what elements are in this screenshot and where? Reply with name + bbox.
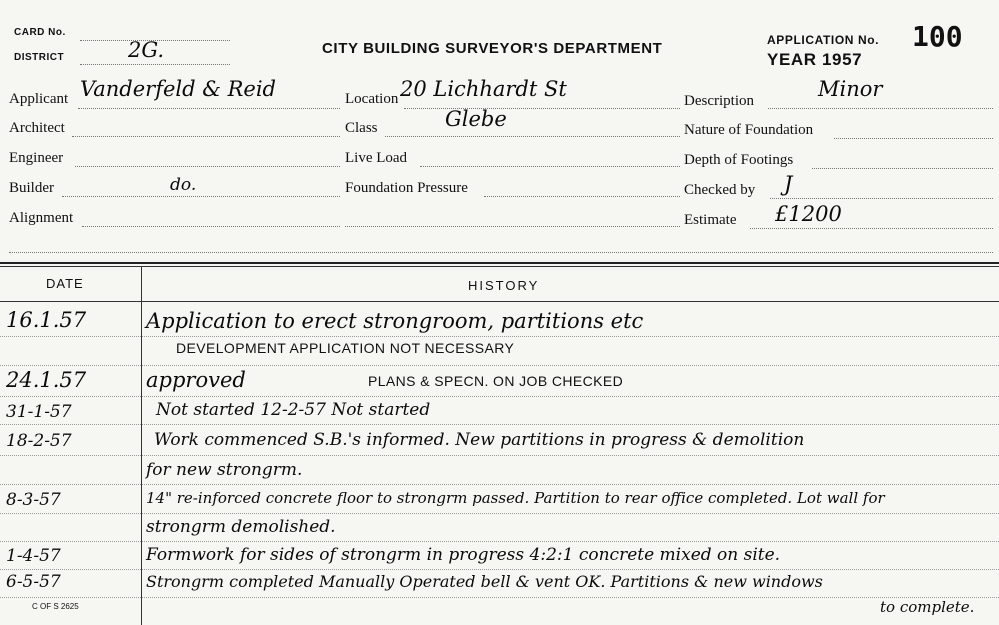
district-value: 2G. — [128, 38, 165, 62]
foundation-pressure-line — [484, 196, 680, 197]
architect-label: Architect — [9, 120, 65, 136]
district-line — [80, 64, 230, 65]
rule — [0, 455, 999, 456]
foundation-pressure-label: Foundation Pressure — [345, 180, 468, 196]
department-title: CITY BUILDING SURVEYOR'S DEPARTMENT — [322, 40, 663, 57]
builder-label: Builder — [9, 180, 54, 196]
entry-text-cont: to complete. — [880, 598, 975, 616]
description-value: Minor — [818, 77, 883, 101]
year-label: YEAR 1957 — [767, 50, 863, 69]
entry-date: 6-5-57 — [6, 572, 61, 592]
class-line — [385, 136, 680, 137]
checked-by-value: J — [784, 172, 793, 196]
entry-date: 24.1.57 — [6, 368, 87, 392]
applicant-label: Applicant — [9, 91, 69, 107]
description-label: Description — [684, 93, 754, 109]
entry-text: Formwork for sides of strongrm in progress 4:2:1 concrete mixed on site. — [146, 545, 781, 565]
estimate-line — [750, 228, 993, 229]
applicant-line — [78, 108, 340, 109]
entry-stamp: DEVELOPMENT APPLICATION NOT NECESSARY — [176, 340, 515, 356]
blank-line-bottom — [9, 252, 993, 253]
rule — [0, 484, 999, 485]
application-no-value: 100 — [912, 20, 963, 53]
rule — [0, 541, 999, 542]
alignment-label: Alignment — [9, 210, 74, 226]
date-column-divider — [141, 266, 142, 625]
entry-date: 1-4-57 — [6, 546, 61, 566]
architect-line — [72, 136, 340, 137]
applicant-value: Vanderfeld & Reid — [80, 77, 276, 101]
entry-date: 18-2-57 — [6, 431, 72, 451]
entry-text-cont: strongrm demolished. — [146, 517, 336, 537]
form-code: C OF S 2625 — [32, 602, 79, 611]
builder-value: do. — [170, 175, 197, 195]
alignment-line — [82, 226, 340, 227]
nature-of-foundation-label: Nature of Foundation — [684, 122, 814, 138]
blank-line-col2 — [345, 226, 680, 227]
card-no-label: CARD No. — [14, 27, 66, 38]
entry-text-cont: for new strongrm. — [146, 460, 303, 480]
entry-text: Strongrm completed Manually Operated bell & vent OK. Partitions & new windows — [146, 572, 823, 591]
estimate-label: Estimate — [684, 212, 737, 228]
entry-text: Not started 12-2-57 Not started — [156, 400, 431, 420]
entry-text: 14" re-inforced concrete floor to strongrm passed. Partition to rear office completed. Lot wall for — [146, 489, 885, 507]
estimate-value: £1200 — [775, 202, 842, 226]
entry-date: 31-1-57 — [6, 402, 72, 422]
location-label: Location — [345, 91, 399, 107]
entry-text: Work commenced S.B.'s informed. New partitions in progress & demolition — [154, 430, 805, 450]
entry-date: 16.1.57 — [6, 308, 87, 332]
checked-by-line — [770, 198, 993, 199]
application-no-label: APPLICATION No. — [767, 33, 880, 47]
depth-line — [812, 168, 993, 169]
nature-line — [834, 138, 993, 139]
class-label: Class — [345, 120, 378, 136]
entry-stamp: PLANS & SPECN. ON JOB CHECKED — [368, 373, 624, 389]
rule — [0, 336, 999, 337]
rule — [0, 365, 999, 366]
rule — [0, 396, 999, 397]
district-label: DISTRICT — [14, 52, 65, 63]
depth-of-footings-label: Depth of Footings — [684, 152, 794, 168]
checked-by-label: Checked by — [684, 182, 756, 198]
builder-line — [62, 196, 340, 197]
rule — [0, 597, 999, 598]
description-line — [768, 108, 993, 109]
rule — [0, 513, 999, 514]
rule — [0, 424, 999, 425]
history-column-header: HISTORY — [468, 278, 540, 293]
engineer-line — [75, 166, 340, 167]
class-value: Glebe — [445, 107, 507, 131]
date-column-header: DATE — [46, 276, 84, 291]
history-header-rule — [0, 301, 999, 302]
entry-text: approved — [146, 368, 246, 392]
entry-date: 8-3-57 — [6, 490, 61, 510]
location-value: 20 Lichhardt St — [400, 77, 567, 101]
live-load-line — [420, 166, 680, 167]
live-load-label: Live Load — [345, 150, 408, 166]
entry-text: Application to erect strongroom, partitions etc — [146, 309, 644, 333]
history-top-rule-2 — [0, 266, 999, 267]
history-top-rule — [0, 262, 999, 264]
rule — [0, 569, 999, 570]
engineer-label: Engineer — [9, 150, 64, 166]
